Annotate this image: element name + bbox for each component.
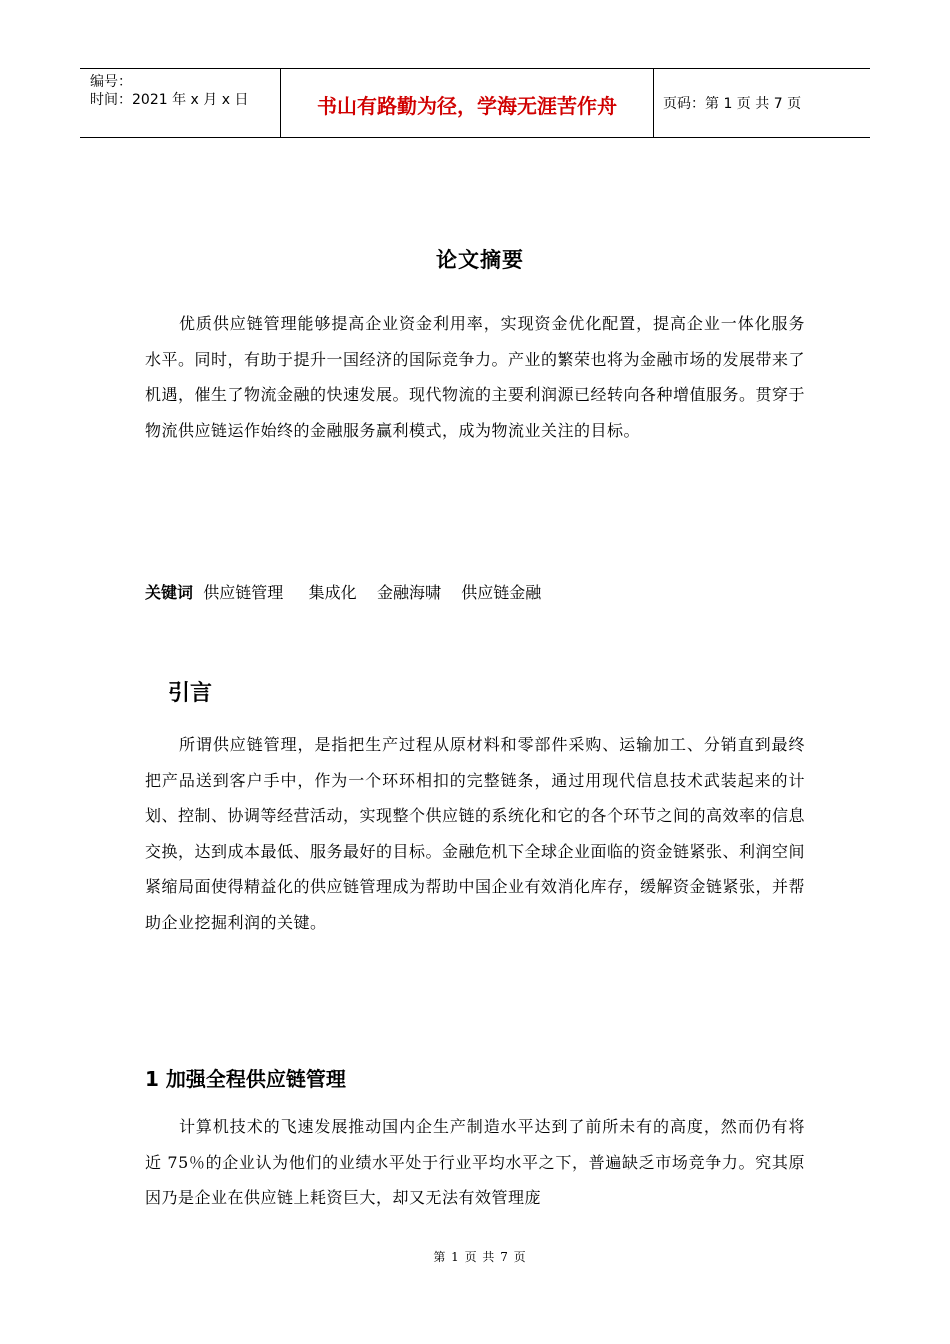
abstract-body: 优质供应链管理能够提高企业资金利用率，实现资金优化配置，提高企业一体化服务水平。同时，有助于提升一国经济的国际竞争力。产业的繁荣也将为金融市场的发展带来了机遇，催生了物流金融的快速发展。现代物流的主要利润源已经转向各种增值服务。贯穿于物流供应链运作始终的金融服务赢利模式，成为物流业关注的目标。 — [145, 314, 806, 440]
serial-number-label: 编号： — [90, 74, 132, 90]
keywords-line — [145, 580, 541, 603]
header-motto-cell — [281, 69, 654, 137]
section-1-body: 计算机技术的飞速发展推动国内企生产制造水平达到了前所未有的高度，然而仍有将近 75％的企业认为他们的业绩水平处于行业平均水平之下，普遍缺乏市场竞争力。究其原因乃是企业在供应链上耗资巨大，却又无法有效管理庞 — [145, 1117, 805, 1208]
header-meta-cell — [80, 69, 281, 137]
keywords-values: 供应链管理 集成化 金融海啸 供应链金融 — [193, 583, 542, 602]
introduction-heading: 引言 — [168, 681, 213, 706]
page-info: 页码：第 1 页 共 7 页 — [663, 96, 802, 112]
date-line: 时间：2021 年 x 月 x 日 — [90, 92, 249, 108]
motto-text: 书山有路勤为径，学海无涯苦作舟 — [317, 93, 617, 118]
section-1-heading: 1 加强全程供应链管理 — [145, 1067, 346, 1091]
keywords-label: 关键词 — [145, 583, 194, 602]
page-footer: 第 1 页 共 7 页 — [433, 1250, 527, 1264]
introduction-body: 所谓供应链管理，是指把生产过程从原材料和零部件采购、运输加工、分销直到最终把产品送到客户手中，作为一个环环相扣的完整链条，通过用现代信息技术武装起来的计划、控制、协调等经营活动，实现整个供应链的系统化和它的各个环节之间的高效率的信息交换，达到成本最低、服务最好的目标。金融危机下全球企业面临的资金链紧张、利润空间紧缩局面使得精益化的供应链管理成为帮助中国企业有效消化库存，缓解资金链紧张，并帮助企业挖掘利润的关键。 — [145, 735, 806, 932]
abstract-title: 论文摘要 — [436, 248, 524, 272]
header-page-cell — [654, 69, 870, 137]
document-header — [80, 68, 870, 138]
